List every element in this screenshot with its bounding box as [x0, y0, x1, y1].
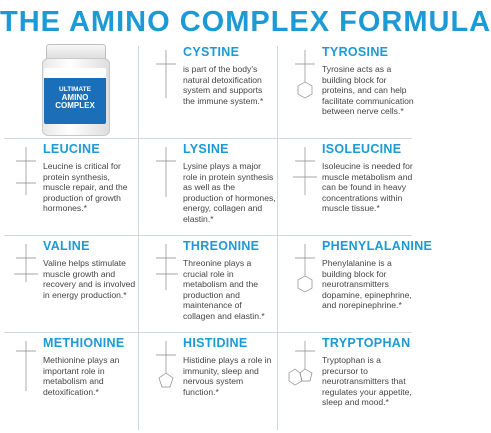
- amino-name: METHIONINE: [43, 336, 125, 350]
- amino-card-tyrosine: [279, 42, 417, 138]
- molecule-structure-icon: [144, 236, 188, 296]
- amino-card-cystine: [140, 42, 278, 138]
- molecule-structure-icon: [283, 333, 327, 393]
- amino-description: Tyrosine acts as a building block for proteins, and can help facilitate communication between nerve cells.*: [322, 64, 414, 117]
- amino-name: LYSINE: [183, 142, 229, 156]
- amino-description: Leucine is critical for protein synthesis, muscle repair, and the production of growth hormones.*: [43, 161, 128, 214]
- amino-description: Histidine plays a role in immunity, sleep and nervous system function.*: [183, 355, 272, 397]
- amino-name: ISOLEUCINE: [322, 142, 402, 156]
- molecule-structure-icon: [144, 333, 188, 393]
- amino-name: LEUCINE: [43, 142, 100, 156]
- molecule-structure-icon: [283, 236, 327, 296]
- amino-name: THREONINE: [183, 239, 260, 253]
- amino-grid: [0, 42, 433, 433]
- amino-card-valine: [0, 236, 138, 332]
- amino-description: Tryptophan is a precursor to neurotransmitters that regulates your appetite, sleep and mood.*: [322, 355, 412, 408]
- molecule-structure-icon: [144, 42, 188, 102]
- amino-card-phenylalanine: [279, 236, 433, 332]
- molecule-structure-icon: [144, 139, 188, 199]
- amino-description: Threonine plays a crucial role in metabolism and the production and maintenance of collagen and elastin.*: [183, 258, 265, 321]
- page-title: THE AMINO COMPLEX FORMULA: [0, 6, 491, 38]
- amino-card-methionine: [0, 333, 138, 429]
- molecule-structure-icon: [283, 42, 327, 102]
- amino-name: HISTIDINE: [183, 336, 248, 350]
- amino-description: Phenylalanine is a building block for neurotransmitters dopamine, epinephrine, and norepinephrine.*: [322, 258, 412, 311]
- molecule-structure-icon: [4, 139, 48, 199]
- amino-card-histidine: [140, 333, 278, 429]
- molecule-structure-icon: [4, 333, 48, 393]
- product-bottle-image: [18, 44, 124, 136]
- amino-name: PHENYLALANINE: [322, 239, 433, 253]
- product-label-line1: ULTIMATE: [59, 86, 91, 93]
- amino-card-lysine: [140, 139, 278, 235]
- amino-description: Lysine plays a major role in protein synthesis as well as the production of hormones, energy, collagen and elastin.*: [183, 161, 276, 224]
- amino-name: TYROSINE: [322, 45, 389, 59]
- amino-name: CYSTINE: [183, 45, 240, 59]
- amino-description: is part of the body's natural detoxification system and supports the immune system.*: [183, 64, 264, 106]
- product-label-line2: AMINO COMPLEX: [55, 93, 95, 110]
- amino-name: TRYPTOPHAN: [322, 336, 411, 350]
- amino-description: Methionine plays an important role in metabolism and detoxification.*: [43, 355, 120, 397]
- product-cell: [0, 42, 138, 138]
- amino-card-tryptophan: [279, 333, 417, 429]
- amino-description: Isoleucine is needed for muscle metabolism and can be found in heavy concentrations within muscle tissue.*: [322, 161, 413, 214]
- amino-card-threonine: [140, 236, 278, 332]
- amino-card-leucine: [0, 139, 138, 235]
- molecule-structure-icon: [283, 139, 327, 199]
- grid-divider: [138, 46, 139, 430]
- molecule-structure-icon: [4, 236, 48, 296]
- amino-name: VALINE: [43, 239, 90, 253]
- amino-card-isoleucine: [279, 139, 417, 235]
- amino-description: Valine helps stimulate muscle growth and recovery and is involved in energy production.*: [43, 258, 136, 300]
